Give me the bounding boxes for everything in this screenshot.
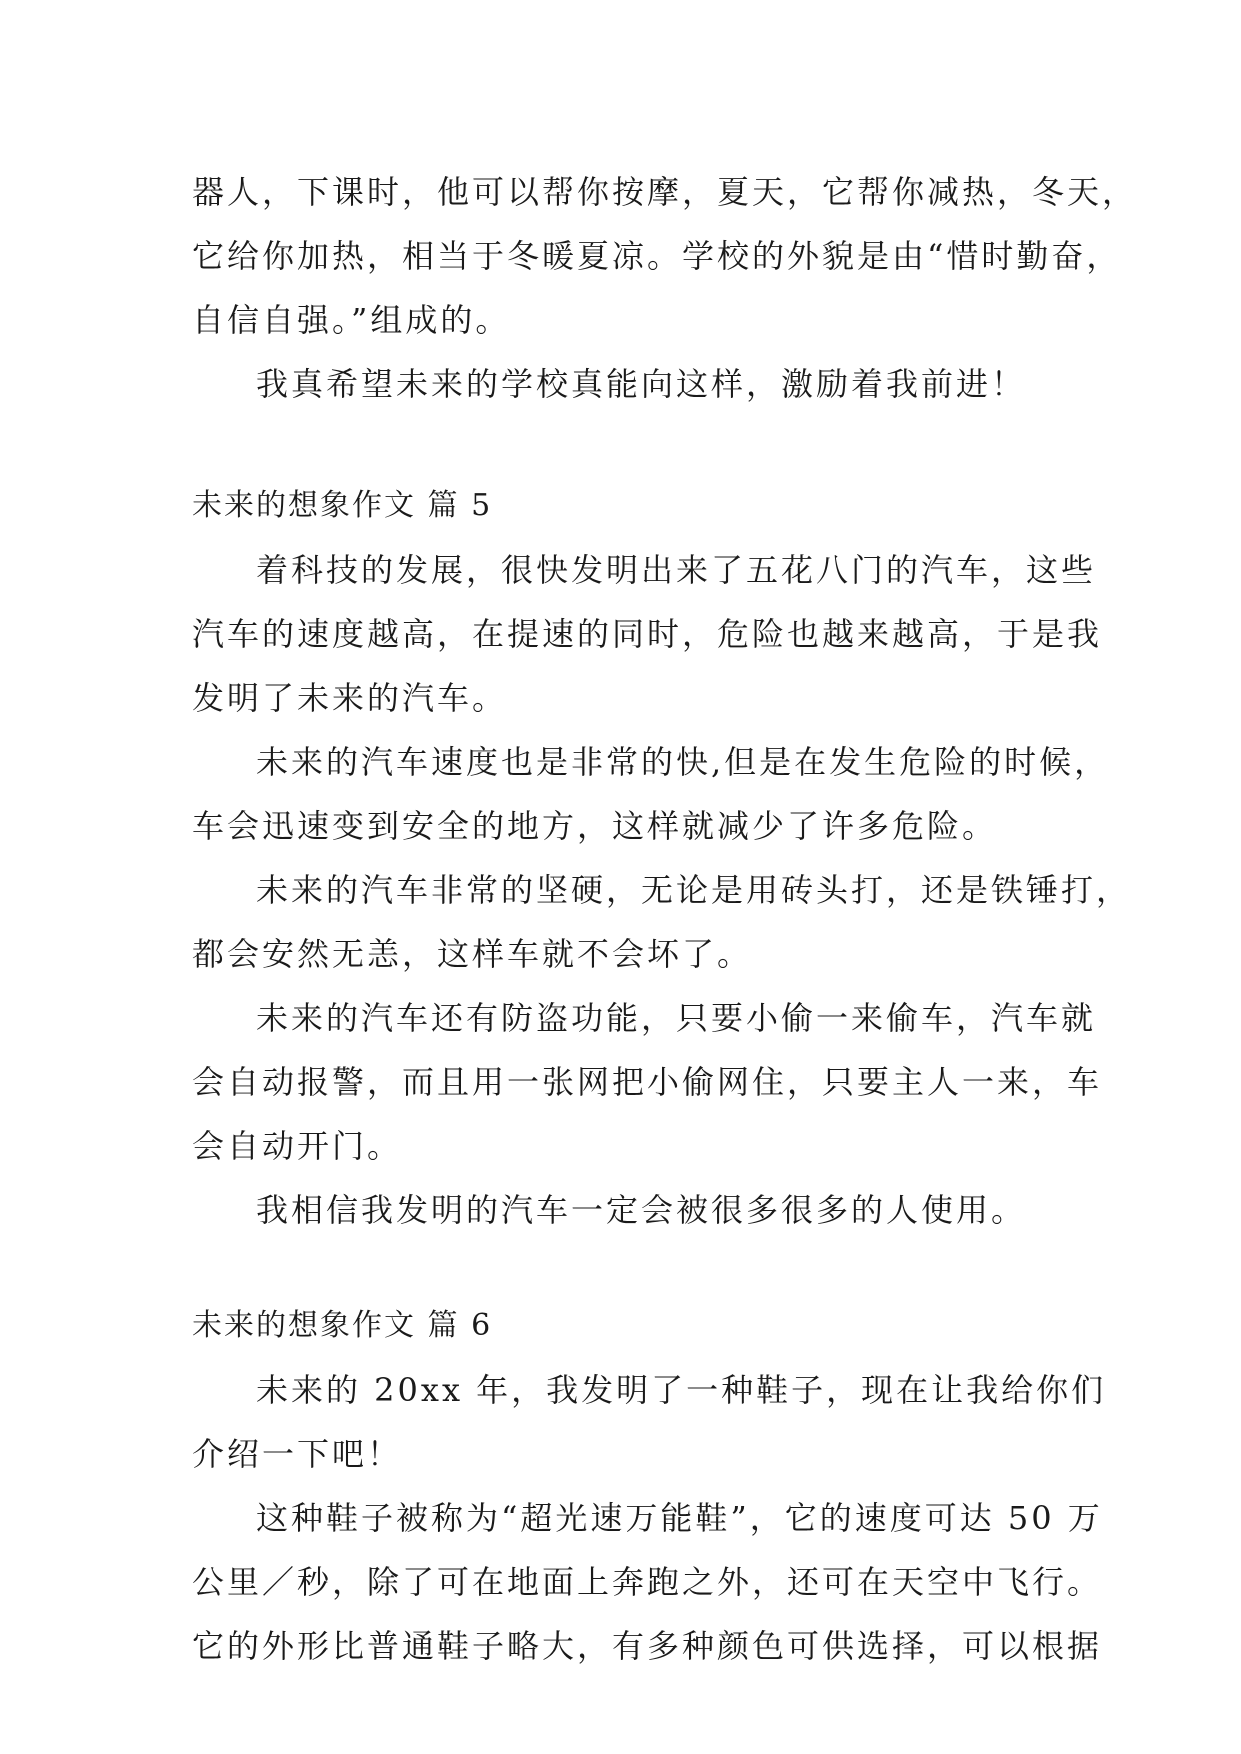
paragraph-line: 它给你加热，相当于冬暖夏凉。学校的外貌是由“惜时勤奋， [192,237,1122,275]
paragraph-line: 未来的 20xx 年，我发明了一种鞋子，现在让我给你们 [256,1371,1107,1409]
paragraph-line: 我相信我发明的汽车一定会被很多很多的人使用。 [256,1191,1027,1229]
paragraph-line: 公里／秒，除了可在地面上奔跑之外，还可在天空中飞行。 [192,1563,1103,1601]
section-heading-6: 未来的想象作文 篇 6 [192,1308,493,1343]
paragraph-line: 未来的汽车非常的坚硬，无论是用砖头打，还是铁锤打， [256,871,1132,909]
section-gap [192,416,1072,474]
section-heading-5: 未来的想象作文 篇 5 [192,488,493,523]
paragraph-line: 都会安然无恙，这样车就不会坏了。 [192,935,753,973]
paragraph-line: 汽车的速度越高，在提速的同时，危险也越来越高，于是我 [192,615,1103,653]
paragraph-line: 未来的汽车速度也是非常的快,但是在发生危险的时候， [256,743,1110,781]
paragraph-line: 会自动开门。 [192,1127,403,1165]
paragraph-line: 未来的汽车还有防盗功能，只要小偷一来偷车，汽车就 [256,999,1097,1037]
paragraph-line: 发明了未来的汽车。 [192,679,508,717]
document-page [192,160,1138,1678]
paragraph-line: 车会迅速变到安全的地方，这样就减少了许多危险。 [192,807,998,845]
paragraph-line: 它的外形比普通鞋子略大，有多种颜色可供选择，可以根据 [192,1627,1103,1665]
paragraph-line: 会自动报警，而且用一张网把小偷网住，只要主人一来，车 [192,1063,1103,1101]
paragraph-line: 自信自强。”组成的。 [192,301,511,339]
paragraph-line: 这种鞋子被称为“超光速万能鞋”，它的速度可达 50 万 [256,1499,1103,1537]
paragraph-line: 器人，下课时，他可以帮你按摩，夏天，它帮你减热，冬天， [192,173,1138,211]
paragraph-line: 我真希望未来的学校真能向这样，激励着我前进！ [256,365,1027,403]
section-gap [192,1242,1072,1294]
paragraph-line: 着科技的发展，很快发明出来了五花八门的汽车，这些 [256,551,1097,589]
paragraph-line: 介绍一下吧！ [192,1435,403,1473]
